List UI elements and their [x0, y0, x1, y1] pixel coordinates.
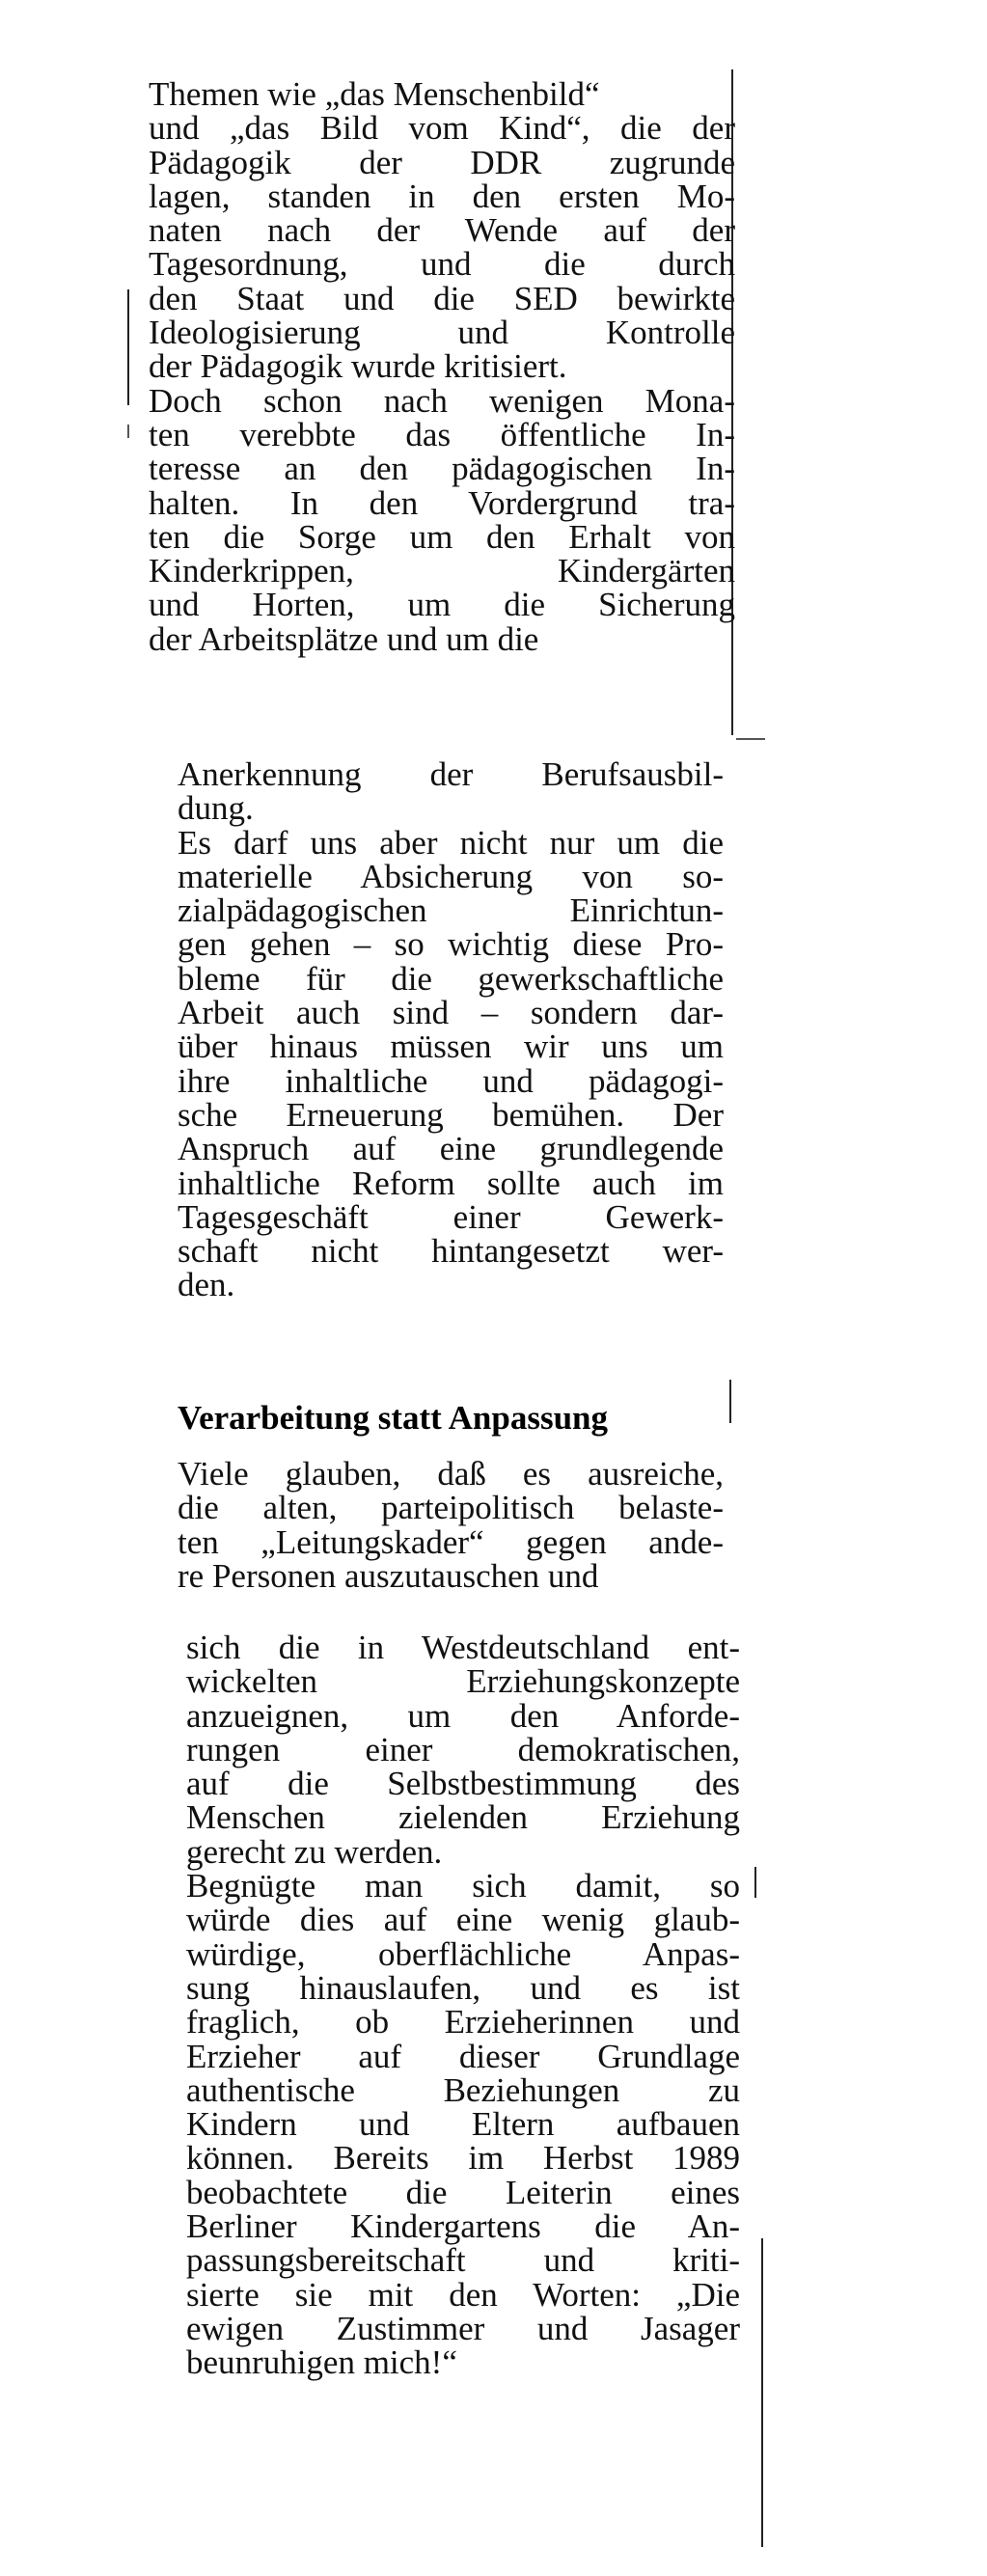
text-line: und Horten, um die Sicherung	[149, 586, 735, 624]
text-line: authentische Beziehungen zu	[186, 2070, 740, 2109]
text-line: ten verebbte das öffentliche In-	[149, 415, 735, 453]
text-line: Tagesordnung, und die durch	[149, 245, 735, 284]
text-line: Anerkennung der Berufsausbil-	[178, 755, 724, 793]
text-line: fraglich, ob Erzieherinnen und	[186, 2003, 740, 2042]
text-line: ten die Sorge um den Erhalt von	[149, 517, 735, 556]
text-line: auf die Selbstbestimmung des	[186, 1765, 740, 1803]
text-line: Begnügte man sich damit, so	[186, 1867, 740, 1905]
text-line: ewigen Zustimmer und Jasager	[186, 2309, 740, 2347]
text-line: beunruhigen mich!“	[186, 2343, 457, 2382]
text-line: den.	[178, 1266, 235, 1304]
text-line: passungsbereitschaft und kriti-	[186, 2241, 740, 2280]
text-line: der Pädagogik wurde kritisiert.	[149, 347, 567, 386]
text-line: Erzieher auf dieser Grundlage	[186, 2037, 740, 2075]
text-line: die alten, parteipolitisch belaste-	[178, 1489, 724, 1527]
text-line: sierte sie mit den Worten: „Die	[186, 2275, 740, 2314]
text-line: zialpädagogischen Einrichtun-	[178, 891, 724, 930]
text-line: den Staat und die SED bewirkte	[149, 279, 735, 317]
column-rule-heading-mark	[729, 1380, 731, 1423]
text-line: lagen, standen in den ersten Mo-	[149, 177, 735, 215]
column-tick-mark	[736, 738, 765, 740]
text-line: gen gehen – so wichtig diese Pro-	[178, 925, 724, 964]
text-line: ihre inhaltliche und pädagogi-	[178, 1061, 724, 1100]
text-line: Themen wie „das Menschenbild“	[149, 75, 600, 113]
text-line: Kindern und Eltern aufbauen	[186, 2105, 740, 2144]
text-line: der Arbeitsplätze und um die	[149, 619, 539, 658]
column-rule-mid-mark	[754, 1867, 756, 1898]
text-line: anzueignen, um den Anforde-	[186, 1696, 740, 1735]
article-text-block-2	[178, 757, 776, 1302]
text-line: und „das Bild vom Kind“, die der	[149, 109, 735, 148]
text-line: inhaltliche Reform sollte auch im	[178, 1164, 724, 1202]
text-line: Tagesgeschäft einer Gewerk-	[178, 1197, 724, 1236]
text-line: bleme für die gewerkschaftliche	[178, 959, 724, 998]
column-rule-right-bottom	[761, 2238, 763, 2547]
text-line: sich die in Westdeutschland ent-	[186, 1629, 740, 1666]
text-line: sche Erneuerung bemühen. Der	[178, 1095, 724, 1134]
column-tick-mark-small	[127, 425, 129, 438]
text-line: würde dies auf eine wenig glaub-	[186, 1901, 740, 1939]
text-line: dung.	[178, 789, 254, 828]
text-line: gerecht zu werden.	[186, 1832, 443, 1871]
text-line: Ideologisierung und Kontrolle	[149, 314, 735, 352]
article-text-block-3	[178, 1457, 776, 1593]
column-rule-left-mark	[127, 289, 129, 405]
text-line: materielle Absicherung von so-	[178, 857, 724, 895]
text-line: sung hinauslaufen, und es ist	[186, 1968, 740, 2007]
article-text-block-1	[149, 77, 747, 656]
text-line: Pädagogik der DDR zugrunde	[149, 143, 735, 181]
text-line: beobachtete die Leiterin eines	[186, 2173, 740, 2211]
text-line: Kinderkrippen, Kindergärten	[149, 552, 735, 590]
text-line: halten. In den Vordergrund tra-	[149, 483, 735, 522]
text-line: rungen einer demokratischen,	[186, 1730, 740, 1768]
text-line: Doch schon nach wenigen Mona-	[149, 381, 735, 420]
text-line: naten nach der Wende auf der	[149, 211, 735, 250]
text-line: Arbeit auch sind – sondern dar-	[178, 994, 724, 1032]
article-text-block-4	[186, 1631, 746, 2380]
text-line: würdige, oberflächliche Anpas-	[186, 1934, 740, 1973]
text-line: Menschen zielenden Erziehung	[186, 1798, 740, 1837]
text-line: Berliner Kindergartens die An-	[186, 2207, 740, 2246]
text-line: können. Bereits im Herbst 1989	[186, 2139, 740, 2178]
text-line: wickelten Erziehungskonzepte	[186, 1662, 740, 1701]
text-line: Es darf uns aber nicht nur um die	[178, 823, 724, 862]
text-line: Viele glauben, daß es ausreiche,	[178, 1455, 724, 1493]
text-line: Anspruch auf eine grundlegende	[178, 1130, 724, 1168]
section-heading: Verarbeitung statt Anpassung	[178, 1399, 609, 1437]
text-line: ten „Leitungskader“ gegen ande-	[178, 1522, 724, 1561]
text-line: über hinaus müssen wir uns um	[178, 1028, 724, 1066]
text-line: schaft nicht hintangesetzt wer-	[178, 1232, 724, 1271]
text-line: re Personen auszutauschen und	[178, 1556, 599, 1595]
text-line: teresse an den pädagogischen In-	[149, 450, 735, 488]
